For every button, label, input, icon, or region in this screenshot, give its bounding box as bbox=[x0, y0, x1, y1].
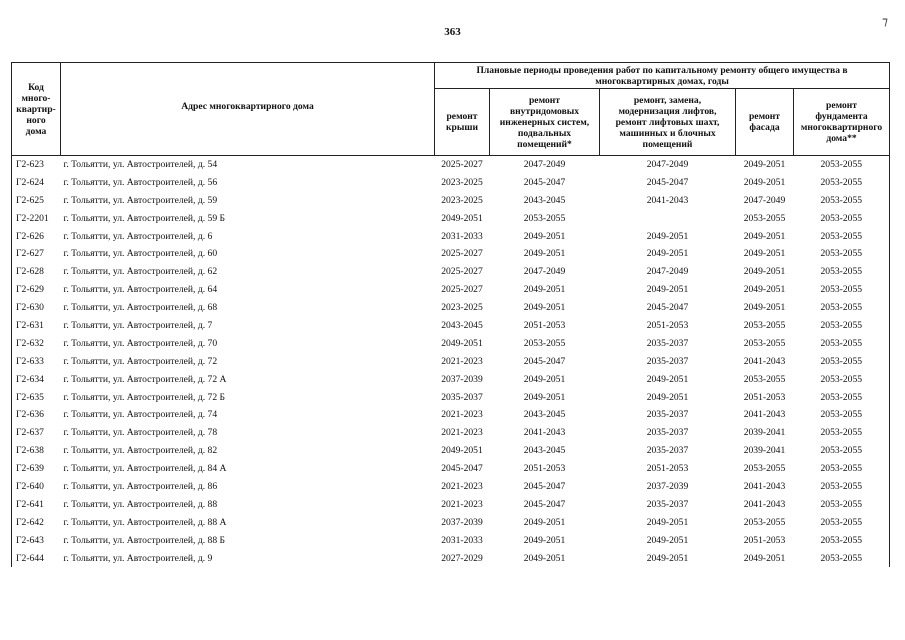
facade-period-cell: 2049-2051 bbox=[743, 248, 786, 260]
address-cell: г. Тольятти, ул. Автостроителей, д. 88 Б bbox=[63, 534, 226, 546]
table-row bbox=[12, 371, 890, 389]
code-header-text: Код много- квартир- ного дома bbox=[16, 81, 56, 137]
house-code-cell: Г2-624 bbox=[12, 174, 61, 192]
table-row bbox=[12, 550, 890, 568]
house-code-cell: Г2-2201 bbox=[12, 210, 61, 228]
table-row bbox=[12, 424, 890, 442]
elevators-period-cell: 2049-2051 bbox=[646, 516, 689, 528]
table-row bbox=[12, 532, 890, 550]
table-row bbox=[12, 245, 890, 263]
facade-period-cell: 2041-2043 bbox=[743, 355, 786, 367]
engineering-period-cell: 2051-2053 bbox=[523, 463, 566, 475]
foundation-period-cell: 2053-2055 bbox=[794, 550, 890, 568]
engineering-period-cell: 2047-2049 bbox=[523, 158, 566, 170]
engineering-period-cell: 2049-2051 bbox=[523, 516, 566, 528]
facade-period-cell: 2049-2051 bbox=[743, 176, 786, 188]
engineering-column-header bbox=[490, 89, 600, 156]
roof-period-cell: 2025-2027 bbox=[441, 266, 483, 278]
address-cell: г. Тольятти, ул. Автостроителей, д. 59 Б bbox=[63, 212, 226, 224]
facade-period-cell: 2053-2055 bbox=[743, 337, 786, 349]
address-cell: г. Тольятти, ул. Автостроителей, д. 78 bbox=[63, 427, 218, 439]
foundation-period-cell: 2053-2055 bbox=[794, 514, 890, 532]
address-cell: г. Тольятти, ул. Автостроителей, д. 9 bbox=[63, 552, 213, 564]
elevators-period-cell: 2045-2047 bbox=[646, 176, 689, 188]
facade-period-cell: 2049-2051 bbox=[743, 158, 786, 170]
elevators-period-cell: 2035-2037 bbox=[646, 409, 689, 421]
table-row bbox=[12, 263, 890, 281]
house-code-cell: Г2-634 bbox=[12, 371, 61, 389]
table-row bbox=[12, 299, 890, 317]
foundation-period-cell: 2053-2055 bbox=[794, 389, 890, 407]
engineering-period-cell: 2043-2045 bbox=[523, 409, 566, 421]
address-cell: г. Тольятти, ул. Автостроителей, д. 62 bbox=[63, 266, 218, 278]
facade-period-cell: 2053-2055 bbox=[743, 319, 786, 331]
foundation-period-cell: 2053-2055 bbox=[794, 174, 890, 192]
elevators-period-cell bbox=[600, 210, 736, 228]
elevators-period-cell: 2037-2039 bbox=[646, 480, 689, 492]
elevators-period-cell: 2049-2051 bbox=[646, 552, 689, 564]
engineering-period-cell: 2049-2051 bbox=[523, 284, 566, 296]
facade-period-cell: 2049-2051 bbox=[743, 302, 786, 314]
roof-period-cell: 2031-2033 bbox=[441, 534, 483, 546]
address-cell: г. Тольятти, ул. Автостроителей, д. 84 А bbox=[63, 463, 227, 475]
elevators-period-cell: 2035-2037 bbox=[646, 445, 689, 457]
roof-period-cell: 2025-2027 bbox=[441, 284, 483, 296]
house-code-cell: Г2-639 bbox=[12, 460, 61, 478]
periods-group-header bbox=[435, 63, 890, 89]
table-row bbox=[12, 281, 890, 299]
elevators-period-cell: 2035-2037 bbox=[646, 337, 689, 349]
elevators-period-cell: 2051-2053 bbox=[646, 463, 689, 475]
address-cell: г. Тольятти, ул. Автостроителей, д. 68 bbox=[63, 302, 218, 314]
roof-period-cell: 2037-2039 bbox=[441, 516, 483, 528]
table-row bbox=[12, 335, 890, 353]
foundation-period-cell: 2053-2055 bbox=[794, 281, 890, 299]
foundation-period-cell: 2053-2055 bbox=[794, 371, 890, 389]
house-code-cell: Г2-638 bbox=[12, 442, 61, 460]
address-cell: г. Тольятти, ул. Автостроителей, д. 88 bbox=[63, 498, 218, 510]
facade-period-cell: 2039-2041 bbox=[743, 445, 786, 457]
roof-period-cell: 2023-2025 bbox=[441, 302, 483, 314]
elevators-period-cell: 2049-2051 bbox=[646, 284, 689, 296]
code-column-header bbox=[12, 63, 61, 156]
foundation-period-cell: 2053-2055 bbox=[794, 460, 890, 478]
roof-header-text: ремонт крыши bbox=[446, 111, 478, 133]
elevators-period-cell: 2041-2043 bbox=[646, 194, 689, 206]
address-cell: г. Тольятти, ул. Автостроителей, д. 7 bbox=[63, 319, 213, 331]
elevators-period-cell: 2047-2049 bbox=[646, 158, 689, 170]
address-cell: г. Тольятти, ул. Автостроителей, д. 6 bbox=[63, 230, 213, 242]
address-cell: г. Тольятти, ул. Автостроителей, д. 86 bbox=[63, 480, 218, 492]
engineering-period-cell: 2045-2047 bbox=[523, 480, 566, 492]
table-row bbox=[12, 460, 890, 478]
elevators-period-cell: 2045-2047 bbox=[646, 302, 689, 314]
house-code-cell: Г2-623 bbox=[12, 156, 61, 174]
facade-period-cell: 2053-2055 bbox=[743, 212, 786, 224]
foundation-period-cell: 2053-2055 bbox=[794, 245, 890, 263]
foundation-period-cell: 2053-2055 bbox=[794, 496, 890, 514]
house-code-cell: Г2-627 bbox=[12, 245, 61, 263]
facade-period-cell: 2049-2051 bbox=[743, 284, 786, 296]
roof-period-cell: 2021-2023 bbox=[441, 427, 483, 439]
house-code-cell: Г2-629 bbox=[12, 281, 61, 299]
facade-period-cell: 2053-2055 bbox=[743, 373, 786, 385]
engineering-period-cell: 2043-2045 bbox=[523, 194, 566, 206]
facade-period-cell: 2049-2051 bbox=[743, 230, 786, 242]
house-code-cell: Г2-637 bbox=[12, 424, 61, 442]
foundation-period-cell: 2053-2055 bbox=[794, 478, 890, 496]
facade-period-cell: 2049-2051 bbox=[743, 552, 786, 564]
table-row bbox=[12, 389, 890, 407]
foundation-period-cell: 2053-2055 bbox=[794, 424, 890, 442]
facade-period-cell: 2039-2041 bbox=[743, 427, 786, 439]
facade-period-cell: 2049-2051 bbox=[743, 266, 786, 278]
table-row bbox=[12, 156, 890, 174]
elevators-column-header bbox=[600, 89, 736, 156]
elevators-period-cell: 2049-2051 bbox=[646, 373, 689, 385]
facade-period-cell: 2053-2055 bbox=[743, 463, 786, 475]
roof-period-cell: 2045-2047 bbox=[441, 463, 483, 475]
foundation-period-cell: 2053-2055 bbox=[794, 263, 890, 281]
roof-period-cell: 2021-2023 bbox=[441, 409, 483, 421]
table-row bbox=[12, 478, 890, 496]
address-cell: г. Тольятти, ул. Автостроителей, д. 72 Б bbox=[63, 391, 226, 403]
foundation-period-cell: 2053-2055 bbox=[794, 335, 890, 353]
foundation-period-cell: 2053-2055 bbox=[794, 532, 890, 550]
table-row bbox=[12, 192, 890, 210]
foundation-period-cell: 2053-2055 bbox=[794, 299, 890, 317]
table-row bbox=[12, 406, 890, 424]
engineering-period-cell: 2043-2045 bbox=[523, 445, 566, 457]
engineering-period-cell: 2045-2047 bbox=[523, 176, 566, 188]
table-row bbox=[12, 442, 890, 460]
roof-period-cell: 2031-2033 bbox=[441, 230, 483, 242]
roof-period-cell: 2025-2027 bbox=[441, 248, 483, 260]
address-cell: г. Тольятти, ул. Автостроителей, д. 54 bbox=[63, 158, 218, 170]
house-code-cell: Г2-641 bbox=[12, 496, 61, 514]
address-cell: г. Тольятти, ул. Автостроителей, д. 72 bbox=[63, 355, 218, 367]
page-number: 363 bbox=[444, 26, 461, 38]
facade-period-cell: 2047-2049 bbox=[743, 194, 786, 206]
foundation-column-header bbox=[794, 89, 890, 156]
foundation-period-cell: 2053-2055 bbox=[794, 156, 890, 174]
engineering-period-cell: 2045-2047 bbox=[523, 498, 566, 510]
facade-column-header bbox=[736, 89, 794, 156]
engineering-period-cell: 2053-2055 bbox=[523, 337, 566, 349]
roof-period-cell: 2021-2023 bbox=[441, 355, 483, 367]
elevators-period-cell: 2049-2051 bbox=[646, 391, 689, 403]
house-code-cell: Г2-632 bbox=[12, 335, 61, 353]
table-row bbox=[12, 210, 890, 228]
engineering-period-cell: 2049-2051 bbox=[523, 373, 566, 385]
engineering-period-cell: 2047-2049 bbox=[523, 266, 566, 278]
engineering-period-cell: 2049-2051 bbox=[523, 391, 566, 403]
roof-period-cell: 2049-2051 bbox=[441, 212, 483, 224]
house-code-cell: Г2-626 bbox=[12, 228, 61, 246]
address-cell: г. Тольятти, ул. Автостроителей, д. 70 bbox=[63, 337, 218, 349]
roof-period-cell: 2043-2045 bbox=[441, 319, 483, 331]
engineering-period-cell: 2041-2043 bbox=[523, 427, 566, 439]
elevators-period-cell: 2049-2051 bbox=[646, 230, 689, 242]
foundation-header-text: ремонт фундамента многоквартирного дома** bbox=[800, 100, 883, 144]
roof-period-cell: 2037-2039 bbox=[441, 373, 483, 385]
engineering-period-cell: 2051-2053 bbox=[523, 319, 566, 331]
house-code-cell: Г2-628 bbox=[12, 263, 61, 281]
facade-period-cell: 2041-2043 bbox=[743, 409, 786, 421]
engineering-period-cell: 2049-2051 bbox=[523, 534, 566, 546]
address-cell: г. Тольятти, ул. Автостроителей, д. 60 bbox=[63, 248, 218, 260]
house-code-cell: Г2-644 bbox=[12, 550, 61, 568]
address-cell: г. Тольятти, ул. Автостроителей, д. 82 bbox=[63, 445, 218, 457]
foundation-period-cell: 2053-2055 bbox=[794, 192, 890, 210]
address-header-text: Адрес многоквартирного дома bbox=[181, 101, 314, 112]
facade-period-cell: 2051-2053 bbox=[743, 391, 786, 403]
corner-mark: ⁊ bbox=[882, 14, 888, 28]
address-column-header bbox=[61, 63, 435, 156]
foundation-period-cell: 2053-2055 bbox=[794, 317, 890, 335]
engineering-period-cell: 2049-2051 bbox=[523, 302, 566, 314]
engineering-period-cell: 2049-2051 bbox=[523, 248, 566, 260]
elevators-header-text: ремонт, замена, модернизация лифтов, ремонт лифтовых шахт, машинных и блочных помещений bbox=[615, 94, 720, 150]
address-cell: г. Тольятти, ул. Автостроителей, д. 88 А bbox=[63, 516, 227, 528]
elevators-period-cell: 2035-2037 bbox=[646, 427, 689, 439]
facade-period-cell: 2051-2053 bbox=[743, 534, 786, 546]
capital-repair-table bbox=[11, 62, 890, 567]
roof-period-cell: 2049-2051 bbox=[441, 337, 483, 349]
house-code-cell: Г2-625 bbox=[12, 192, 61, 210]
table-row bbox=[12, 317, 890, 335]
engineering-period-cell: 2053-2055 bbox=[523, 212, 566, 224]
address-cell: г. Тольятти, ул. Автостроителей, д. 72 А bbox=[63, 373, 227, 385]
foundation-period-cell: 2053-2055 bbox=[794, 442, 890, 460]
periods-group-text: Плановые периоды проведения работ по капитальному ремонту общего имущества в многоквартирных домах, годы bbox=[476, 64, 848, 87]
house-code-cell: Г2-642 bbox=[12, 514, 61, 532]
facade-header-text: ремонт фасада bbox=[748, 111, 781, 133]
foundation-period-cell: 2053-2055 bbox=[794, 210, 890, 228]
engineering-period-cell: 2045-2047 bbox=[523, 355, 566, 367]
address-cell: г. Тольятти, ул. Автостроителей, д. 59 bbox=[63, 194, 218, 206]
elevators-period-cell: 2047-2049 bbox=[646, 266, 689, 278]
roof-period-cell: 2023-2025 bbox=[441, 176, 483, 188]
elevators-period-cell: 2035-2037 bbox=[646, 355, 689, 367]
address-cell: г. Тольятти, ул. Автостроителей, д. 74 bbox=[63, 409, 218, 421]
address-cell: г. Тольятти, ул. Автостроителей, д. 56 bbox=[63, 176, 218, 188]
elevators-period-cell: 2049-2051 bbox=[646, 534, 689, 546]
facade-period-cell: 2041-2043 bbox=[743, 498, 786, 510]
roof-period-cell: 2021-2023 bbox=[441, 480, 483, 492]
table-body bbox=[12, 156, 890, 568]
house-code-cell: Г2-631 bbox=[12, 317, 61, 335]
table-row bbox=[12, 496, 890, 514]
roof-period-cell: 2023-2025 bbox=[441, 194, 483, 206]
house-code-cell: Г2-635 bbox=[12, 389, 61, 407]
roof-period-cell: 2027-2029 bbox=[441, 552, 483, 564]
house-code-cell: Г2-630 bbox=[12, 299, 61, 317]
address-cell: г. Тольятти, ул. Автостроителей, д. 64 bbox=[63, 284, 218, 296]
elevators-period-cell: 2049-2051 bbox=[646, 248, 689, 260]
roof-column-header bbox=[435, 89, 490, 156]
house-code-cell: Г2-640 bbox=[12, 478, 61, 496]
foundation-period-cell: 2053-2055 bbox=[794, 406, 890, 424]
facade-period-cell: 2053-2055 bbox=[743, 516, 786, 528]
foundation-period-cell: 2053-2055 bbox=[794, 228, 890, 246]
roof-period-cell: 2049-2051 bbox=[441, 445, 483, 457]
roof-period-cell: 2021-2023 bbox=[441, 498, 483, 510]
table-row bbox=[12, 514, 890, 532]
table-row bbox=[12, 353, 890, 371]
elevators-period-cell: 2035-2037 bbox=[646, 498, 689, 510]
engineering-header-text: ремонт внутридомовых инженерных систем, подвальных помещений* bbox=[499, 94, 590, 150]
engineering-period-cell: 2049-2051 bbox=[523, 552, 566, 564]
roof-period-cell: 2025-2027 bbox=[441, 158, 483, 170]
foundation-period-cell: 2053-2055 bbox=[794, 353, 890, 371]
house-code-cell: Г2-643 bbox=[12, 532, 61, 550]
roof-period-cell: 2035-2037 bbox=[441, 391, 483, 403]
house-code-cell: Г2-633 bbox=[12, 353, 61, 371]
engineering-period-cell: 2049-2051 bbox=[523, 230, 566, 242]
table-row bbox=[12, 174, 890, 192]
facade-period-cell: 2041-2043 bbox=[743, 480, 786, 492]
house-code-cell: Г2-636 bbox=[12, 406, 61, 424]
table-header bbox=[12, 63, 890, 156]
elevators-period-cell: 2051-2053 bbox=[646, 319, 689, 331]
table-row bbox=[12, 228, 890, 246]
